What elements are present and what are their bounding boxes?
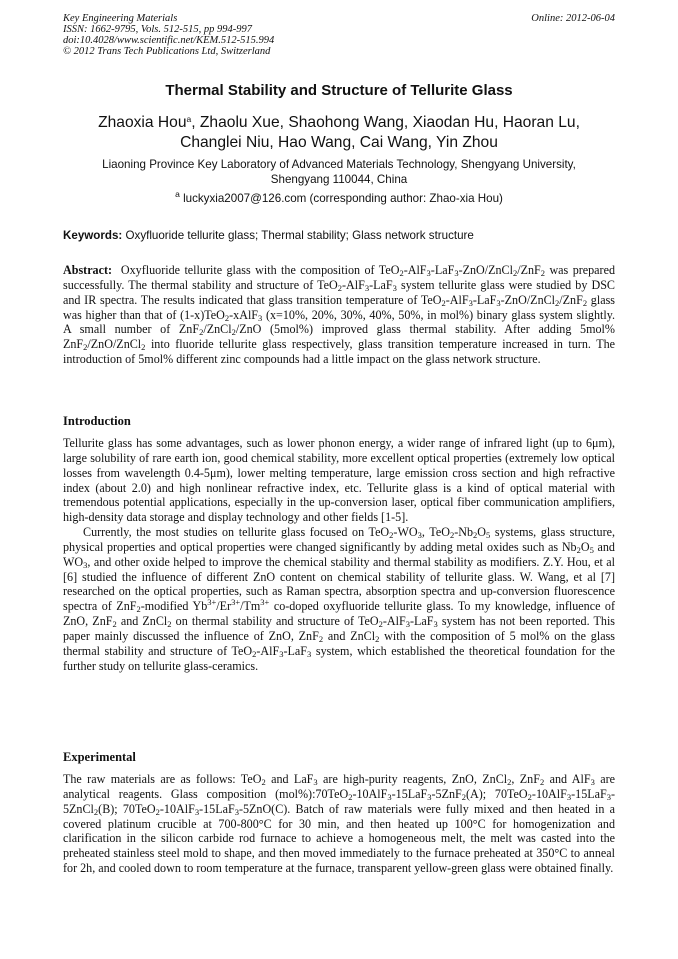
corresponding-email: $^a$ luckyxia2007@126.com (corresponding author: Zhao-xia Hou)	[175, 189, 503, 205]
journal-issn: ISSN: 1662-9795, Vols. 512-515, pp 994-997	[63, 24, 252, 35]
journal-name: Key Engineering Materials	[63, 13, 178, 24]
paper-title: Thermal Stability and Structure of Tellurite Glass	[165, 82, 513, 99]
affiliation: Liaoning Province Key Laboratory of Advanced Materials Technology, Shengyang University, Shengyang 110044, China	[102, 158, 576, 186]
author-list	[63, 113, 615, 153]
experimental-body	[63, 772, 615, 876]
keywords-label: Keywords:	[63, 229, 123, 242]
author-line-1: Zhaoxia Hou$^a$, Zhaolu Xue, Shaohong Wang, Xiaodan Hu, Haoran Lu,	[98, 114, 580, 131]
abstract: Abstract: Oxyfluoride tellurite glass with the composition of TeO$_2$-AlF$_3$-LaF$_3$-ZnO/ZnCl$_2$/ZnF$_2$ was prepared successfully. The thermal stability and structure of TeO$_2$-AlF$_3$-LaF$_3$ system tellurite glass were studied by DSC and IR spectra. The results indicated that glass transition temperature of TeO$_2$-AlF$_3$-LaF$_3$-ZnO/ZnCl$_2$/ZnF$_2$ glass was higher than that of (1-x)TeO$_2$-xAlF$_3$ (x=10%, 20%, 30%, 40%, 50%, in mol%) binary glass system slightly. A small number of ZnF$_2$/ZnCl$_2$/ZnO (5mol%) improved glass thermal stability. After adding 5mol% ZnF$_2$/ZnO/ZnCl$_2$ into fluoride tellurite glass respectively, glass transition temperature increased in turn. The introduction of 5mol% different zinc compounds had a little impact on the glass network structure.	[63, 263, 615, 367]
introduction-body	[63, 436, 615, 674]
section-heading-experimental: Experimental	[63, 750, 136, 764]
abstract-label: Abstract:	[63, 263, 113, 277]
journal-doi: doi:10.4028/www.scientific.net/KEM.512-515.994	[63, 35, 275, 46]
journal-header	[63, 13, 615, 57]
intro-paragraph-1: Tellurite glass has some advantages, such as lower phonon energy, a wider range of infrared light (up to 6μm), large solubility of rare earth ion, good chemical stability, more excellent optical properties (extremely low optical losses from wavelength 0.4-5μm), lower melting temperature, large emission cross section and high refractive index (about 2.0) and high nonlinear refractive index, etc. Tellurite glass is a kind of optical material with tremendous potential applications, especially in the up-conversion laser, optical fiber communication amplifiers, high-density data storage and display technology and other fields [1-5].	[63, 436, 615, 525]
experimental-paragraph: The raw materials are as follows: TeO$_2$ and LaF$_3$ are high-purity reagents, ZnO, ZnCl$_2$, ZnF$_2$ and AlF$_3$ are analytical reagents. Glass composition (mol%):70TeO$_2$-10AlF$_3$-15LaF$_3$-5ZnF$_2$(A); 70TeO$_2$-10AlF$_3$-15LaF$_3$-5ZnCl$_2$(B); 70TeO$_2$-10AlF$_3$-15LaF$_3$-5ZnO(C). Batch of raw materials were fully mixed and then heated in a covered platinum crucible at 700-800°C for 30 min, and then heated up 100°C for homogenization and clarification in the silicon carbide rod furnace to achieve a homogeneous melt, the melt was casted into the preheated stainless steel mold to shape, and then moved immediately to the furnace preheated at 350°C to anneal for 2h, and cooled down to room temperature at the furnace, transparent yellow-green glass were obtained finally.	[63, 772, 616, 876]
section-heading-introduction: Introduction	[63, 414, 131, 428]
keywords: Keywords: Oxyfluoride tellurite glass; Thermal stability; Glass network structure	[63, 229, 474, 242]
author-line-2: Changlei Niu, Hao Wang, Cai Wang, Yin Zhou	[180, 134, 498, 151]
journal-copyright: © 2012 Trans Tech Publications Ltd, Switzerland	[63, 46, 271, 57]
online-date: Online: 2012-06-04	[531, 13, 615, 24]
intro-paragraph-2: Currently, the most studies on tellurite glass focused on $TeO_2-WO_3$, $TeO_2-Nb_2O_5$ systems, glass structure, physical properties and optical properties were changed significantly by adding metal oxides such as $Nb_2O_5$ and $WO_3$, and other oxide helped to improve the chemical stability and thermal stability as modifiers. Z.Y. Hou, et al [6] studied the influence of different ZnO content on chemical stability of tellurite glass. W. Wang, et al [7] researched on the optical properties, such as Raman spectra, absorption spectra and up-conversion fluorescence spectra of ZnF$_2$-modified $Yb^{3+}/Er^{3+}/Tm^{3+}$ co-doped oxyfluoride tellurite glass. To my knowledge, influence of ZnO, ZnF$_2$ and ZnCl$_2$ on thermal stability and structure of TeO$_2$-AlF$_3$-LaF$_3$ system has not been reported. This paper mainly discussed the influence of ZnO, ZnF$_2$ and ZnCl$_2$ with the composition of 5 mol% on the glass thermal stability and structure of TeO$_2$-AlF$_3$-LaF$_3$ system, which established the theoretical foundation for the further study on tellurite glass-ceramics.	[63, 525, 616, 673]
